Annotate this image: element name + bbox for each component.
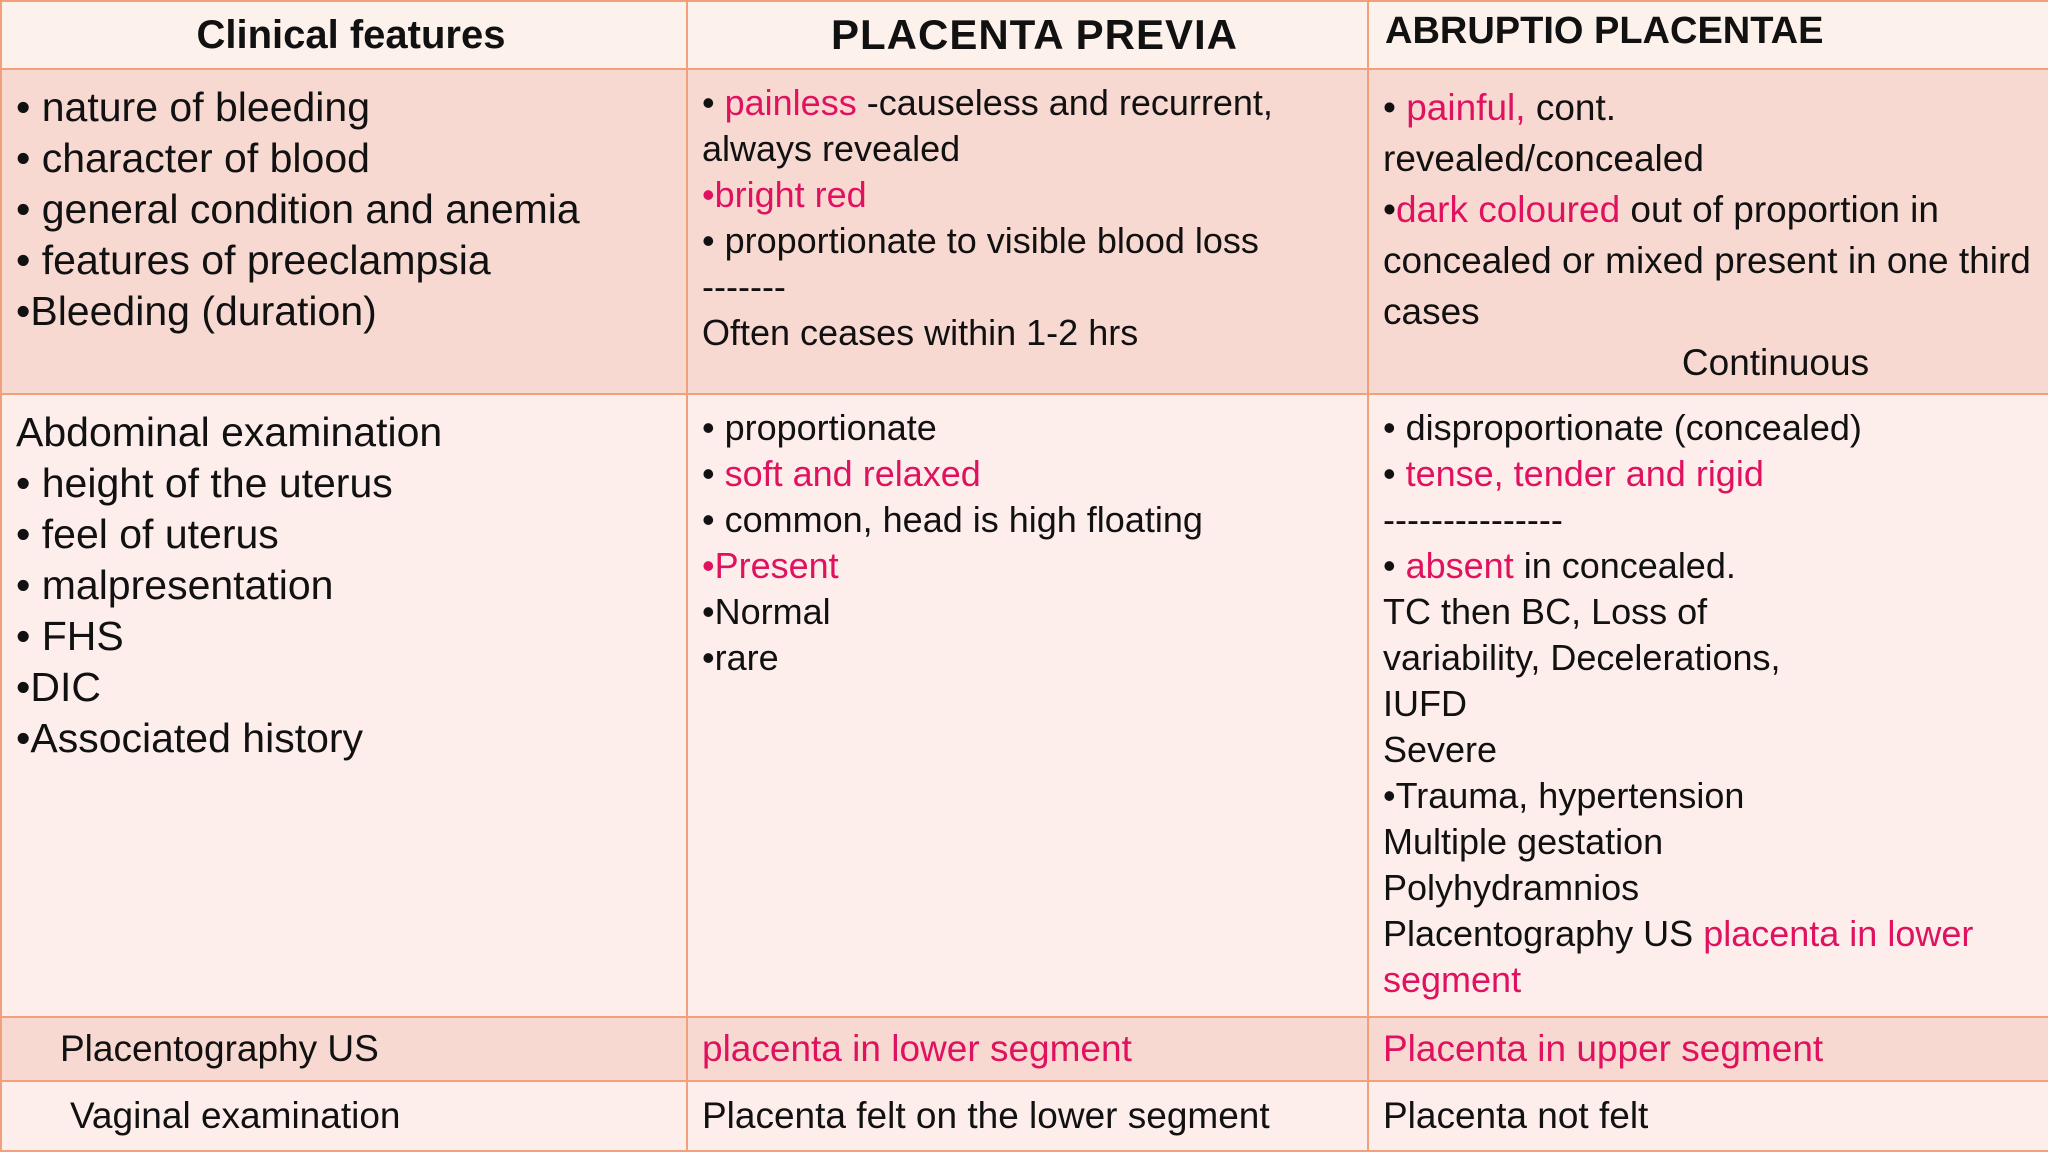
list-item: • malpresentation [16, 562, 334, 609]
list-item: • disproportionate (concealed) [1383, 407, 1862, 449]
list-item: • soft and relaxed [702, 453, 981, 495]
list-item: • nature of bleeding [16, 84, 371, 131]
cell-value: Placenta felt on the lower segment [702, 1095, 1270, 1137]
list-item: TC then BC, Loss of [1383, 591, 1708, 633]
list-item: • features of preeclampsia [16, 237, 491, 284]
cell-vaginal-abruptio [1368, 1081, 2048, 1151]
cell-value: Placenta not felt [1383, 1095, 1649, 1137]
table-row-bleeding [1, 69, 2048, 394]
list-item: •dark coloured out of proportion in concealed or mixed present in one third cases [1383, 189, 2031, 333]
list-item: •Bleeding (duration) [16, 288, 377, 335]
list-item: •Present [702, 545, 839, 587]
divider-text: --------------- [1383, 499, 1563, 541]
cell-vaginal-label [1, 1081, 687, 1151]
cell-placentography-abruptio [1368, 1017, 2048, 1081]
list-item: variability, Decelerations, [1383, 637, 1781, 679]
list-item: • painless -causeless and recurrent, always revealed [702, 82, 1273, 170]
table-row-abdominal [1, 394, 2048, 1017]
row-label: Vaginal examination [70, 1095, 401, 1137]
list-item: Often ceases within 1-2 hrs [702, 312, 1139, 354]
list-item: Continuous [1681, 342, 1870, 384]
list-item: • FHS [16, 613, 124, 660]
divider-text: ------- [702, 266, 786, 308]
list-item: Abdominal examination [16, 409, 443, 456]
cell-bleeding-abruptio [1368, 69, 2048, 394]
table-row-placentography [1, 1017, 2048, 1081]
list-item: •bright red [702, 174, 867, 216]
cell-placentography-previa [687, 1017, 1368, 1081]
list-item: • common, head is high floating [702, 499, 1203, 541]
list-item: revealed/concealed [1383, 138, 1704, 180]
header-clinical-features: Clinical features [1, 1, 687, 69]
list-item: Severe [1383, 729, 1498, 771]
list-item: IUFD [1383, 683, 1467, 725]
list-item: • height of the uterus [16, 460, 393, 507]
list-item: Polyhydramnios [1383, 867, 1640, 909]
list-item: • painful, cont. [1383, 87, 1617, 129]
header-placenta-previa: PLACENTA PREVIA [687, 1, 1368, 69]
header-abruptio-placentae: ABRUPTIO PLACENTAE [1368, 1, 2048, 69]
list-item: •Trauma, hypertension [1383, 775, 1745, 817]
list-item: •Normal [702, 591, 831, 633]
list-item: •DIC [16, 664, 101, 711]
cell-placentography-label [1, 1017, 687, 1081]
cell-bleeding-features [1, 69, 687, 394]
list-item: •rare [702, 637, 779, 679]
list-item: Placentography US placenta in lower segment [1383, 913, 1974, 1001]
cell-bleeding-previa [687, 69, 1368, 394]
header-row [1, 1, 2048, 69]
cell-abdominal-previa [687, 394, 1368, 1017]
list-item: • general condition and anemia [16, 186, 580, 233]
list-item: •Associated history [16, 715, 364, 762]
row-label: Placentography US [60, 1028, 379, 1070]
list-item: • tense, tender and rigid [1383, 453, 1764, 495]
list-item: • character of blood [16, 135, 370, 182]
list-item: • absent in concealed. [1383, 545, 1736, 587]
cell-value: Placenta in upper segment [1383, 1028, 1824, 1070]
cell-value: placenta in lower segment [702, 1028, 1132, 1070]
list-item: • feel of uterus [16, 511, 279, 558]
list-item: • proportionate to visible blood loss [702, 220, 1259, 262]
cell-abdominal-abruptio [1368, 394, 2048, 1017]
table-row-vaginal [1, 1081, 2048, 1151]
cell-vaginal-previa [687, 1081, 1368, 1151]
cell-abdominal-features [1, 394, 687, 1017]
list-item: Multiple gestation [1383, 821, 1664, 863]
list-item: • proportionate [702, 407, 937, 449]
